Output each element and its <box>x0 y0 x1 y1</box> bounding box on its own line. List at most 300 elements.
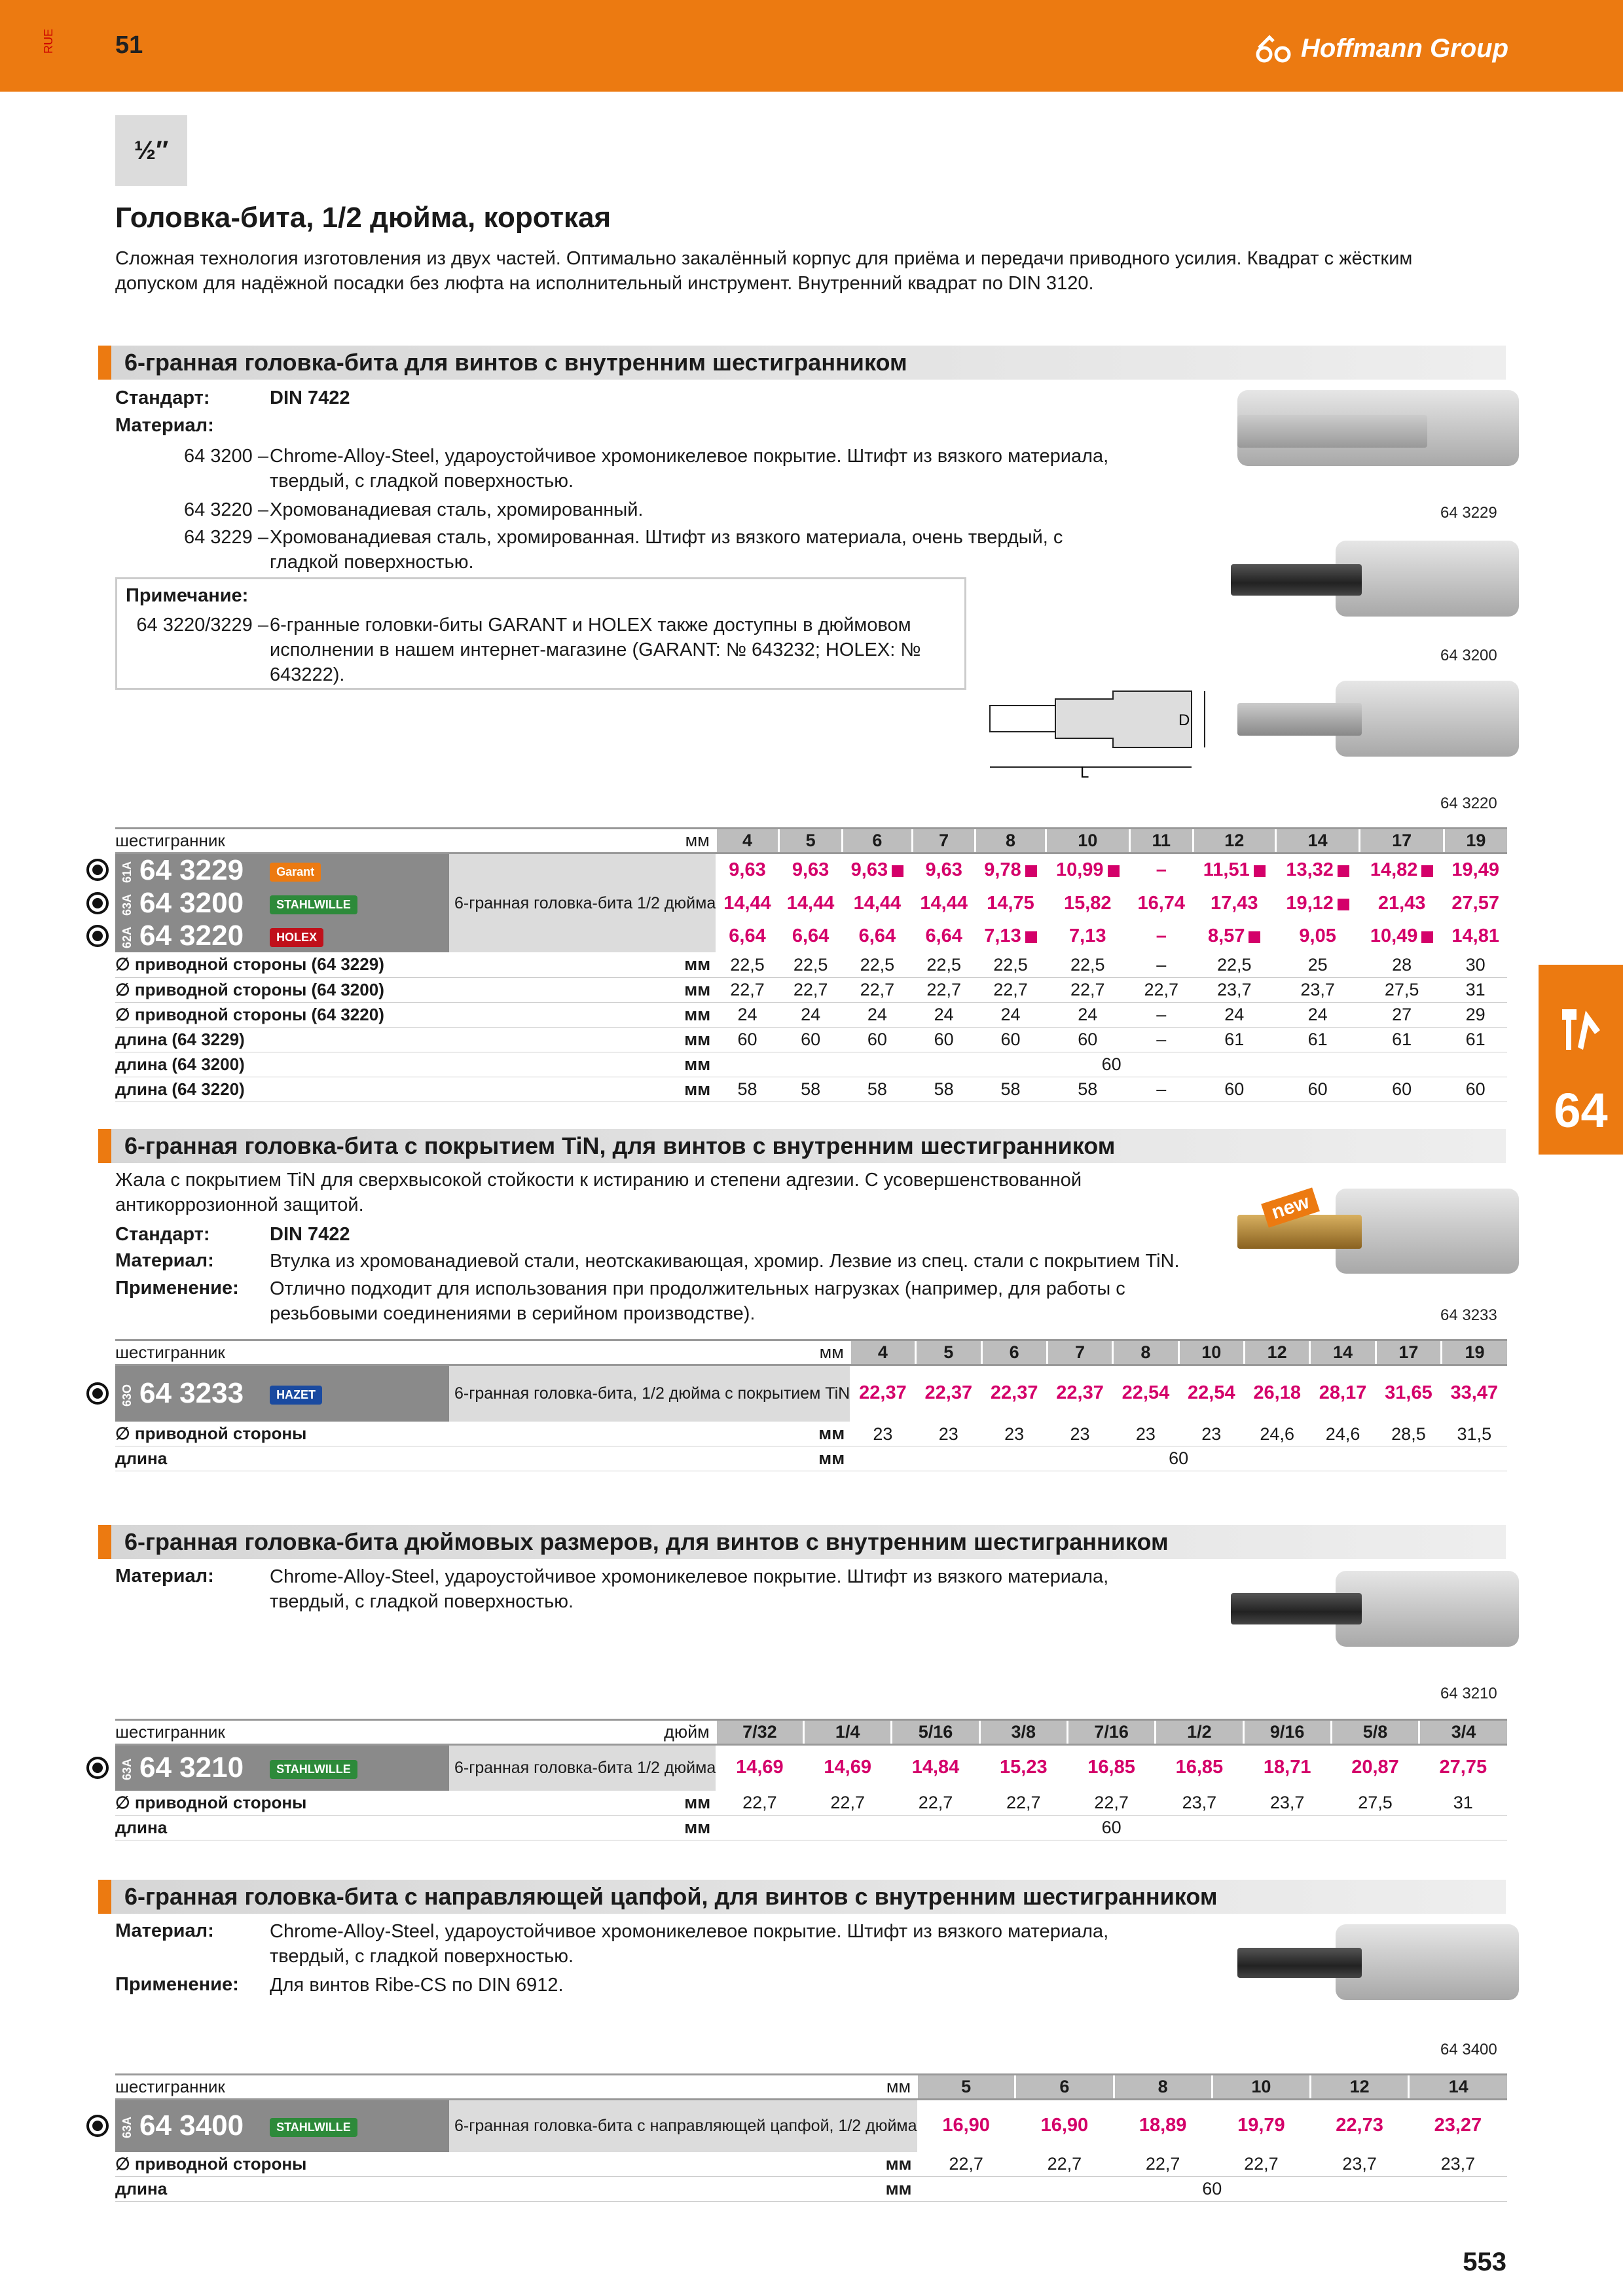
price-cell[interactable]: – <box>1129 853 1193 888</box>
spec-value: 60 <box>716 1816 1507 1840</box>
spec-value: 22,7 <box>1046 977 1129 1002</box>
page-title: Головка-бита, 1/2 дюйма, короткая <box>115 202 611 234</box>
spec-value: 61 <box>1275 1027 1359 1052</box>
header-bar <box>0 0 1623 92</box>
spec-value: 60 <box>850 1446 1507 1471</box>
spec-value: 25 <box>1275 952 1359 977</box>
spec-label: длина (64 3220) <box>115 1077 449 1102</box>
price-table-3 <box>115 1719 1507 1840</box>
product-image-643200 <box>1336 541 1519 617</box>
new-badge: new <box>1261 1187 1320 1228</box>
product-description: 6-гранная головка-бита 1/2 дюйма <box>449 853 716 953</box>
price-cell[interactable]: 9,63 <box>779 853 843 888</box>
product-row <box>115 1365 1507 1422</box>
size-header: 12 <box>1245 1340 1310 1365</box>
standard-label: Стандарт: <box>115 1224 210 1245</box>
size-header: 7/16 <box>1067 1720 1155 1745</box>
price-marker <box>1249 931 1260 943</box>
product-code[interactable] <box>115 2100 449 2152</box>
price-cell[interactable]: – <box>1129 920 1193 952</box>
spec-value: 58 <box>976 1077 1046 1102</box>
note-label: Примечание: <box>126 585 249 606</box>
product-code[interactable] <box>115 920 449 952</box>
spec-unit: мм <box>449 1002 716 1027</box>
price-cell[interactable]: 9,63 <box>716 853 779 888</box>
material-text: Chrome-Alloy-Steel, удароустойчивое хромоникелевое покрытие. Штифт из вязкого материала, твердый, с гладкой поверхностью. <box>270 446 1109 492</box>
spec-label: ∅ приводной стороны (64 3220) <box>115 1002 449 1027</box>
price-cell[interactable]: 22,73 <box>1310 2100 1408 2152</box>
code-text: 64 3233 <box>139 1377 244 1410</box>
price-cell[interactable]: 8,57 <box>1193 920 1275 952</box>
spec-value: 22,7 <box>1067 1791 1155 1816</box>
spec-unit: мм <box>449 2177 917 2202</box>
spec-value: 22,7 <box>1212 2152 1310 2177</box>
size-header: 8 <box>1114 2075 1212 2100</box>
price-cell[interactable]: 14,44 <box>842 887 912 920</box>
price-table-4 <box>115 2073 1507 2202</box>
spec-value: 60 <box>779 1027 843 1052</box>
section-heading-2: 6-гранная головка-бита с покрытием TiN, для винтов с внутренним шестигранником <box>98 1129 1506 1163</box>
spec-value: 23,7 <box>1193 977 1275 1002</box>
spec-value: 60 <box>716 1052 1507 1077</box>
size-header: 5 <box>916 1340 981 1365</box>
size-header: 11 <box>1129 829 1193 853</box>
section-heading-3: 6-гранная головка-бита дюймовых размеров, для винтов с внутренним шестигранником <box>98 1525 1506 1559</box>
spec-value: 22,7 <box>892 1791 979 1816</box>
material-label: Материал: <box>115 1566 214 1587</box>
product-code[interactable] <box>115 1365 449 1422</box>
product-caption: 64 3210 <box>1440 1685 1497 1702</box>
brand-logo: STAHLWILLE <box>270 895 357 914</box>
product-caption: 64 3229 <box>1440 504 1497 522</box>
price-cell[interactable]: 15,82 <box>1046 887 1129 920</box>
price-marker <box>1025 865 1037 877</box>
code-text: 64 3229 <box>139 854 244 886</box>
spec-value: 22,7 <box>912 977 976 1002</box>
size-header: 8 <box>1113 1340 1178 1365</box>
price-cell[interactable]: 18,71 <box>1243 1745 1331 1791</box>
code-text: 64 3400 <box>139 2109 244 2142</box>
price-cell[interactable]: 16,90 <box>1015 2100 1114 2152</box>
size-header: 17 <box>1376 1340 1441 1365</box>
product-caption: 64 3220 <box>1440 795 1497 812</box>
spec-label: ∅ приводной стороны (64 3200) <box>115 977 449 1002</box>
spec-value: 61 <box>1360 1027 1444 1052</box>
price-cell[interactable]: 14,84 <box>892 1745 979 1791</box>
spec-value: 60 <box>1444 1077 1507 1102</box>
spec-value: 60 <box>976 1027 1046 1052</box>
product-description: 6-гранная головка-бита с направляющей цапфой, 1/2 дюйма <box>449 2100 917 2152</box>
spec-value: 27,5 <box>1360 977 1444 1002</box>
application-label: Применение: <box>115 1974 239 1995</box>
spec-value: 22,5 <box>976 952 1046 977</box>
spec-value: 58 <box>1046 1077 1129 1102</box>
size-header: 10 <box>1046 829 1129 853</box>
spec-value: 23,7 <box>1275 977 1359 1002</box>
spec-value: 23,7 <box>1409 2152 1507 2177</box>
price-cell[interactable]: 22,54 <box>1113 1365 1178 1422</box>
hoffmann-logo <box>1254 34 1508 63</box>
size-header: 10 <box>1212 2075 1310 2100</box>
length-label: L <box>1080 764 1089 781</box>
product-code[interactable] <box>115 1745 449 1791</box>
spec-value: 24 <box>716 1002 779 1027</box>
spec-label: длина (64 3200) <box>115 1052 449 1077</box>
price-cell[interactable]: 33,47 <box>1442 1365 1507 1422</box>
price-cell[interactable]: 10,49 <box>1360 920 1444 952</box>
price-cell[interactable]: 14,69 <box>804 1745 892 1791</box>
product-row <box>115 920 1507 952</box>
material-label: Материал: <box>115 1250 214 1271</box>
spec-value: 23,7 <box>1310 2152 1408 2177</box>
size-header: 14 <box>1310 1340 1376 1365</box>
price-cell[interactable]: 16,85 <box>1156 1745 1243 1791</box>
price-cell[interactable]: 19,79 <box>1212 2100 1310 2152</box>
spec-value: 23,7 <box>1243 1791 1331 1816</box>
material-text: Chrome-Alloy-Steel, удароустойчивое хромоникелевое покрытие. Штифт из вязкого материала, твердый, с гладкой поверхностью. <box>270 1921 1109 1967</box>
spec-value: – <box>1129 952 1193 977</box>
product-tag: 61A <box>120 861 134 883</box>
unit: мм <box>449 1340 850 1365</box>
price-cell[interactable]: 10,99 <box>1046 853 1129 888</box>
material-text: Втулка из хромованадиевой стали, неотскакивающая, хромир. Лезвие из спец. стали с покрытием TiN. <box>270 1251 1180 1272</box>
product-image-643229 <box>1237 390 1519 466</box>
spec-label: ∅ приводной стороны <box>115 2152 449 2177</box>
spec-value: 60 <box>842 1027 912 1052</box>
spec-unit: мм <box>449 1791 716 1816</box>
price-cell[interactable]: 14,44 <box>912 887 976 920</box>
chapter-number: 64 <box>1554 1083 1608 1138</box>
size-header: 17 <box>1360 829 1444 853</box>
price-cell[interactable]: 22,54 <box>1178 1365 1244 1422</box>
spec-value: – <box>1129 1077 1193 1102</box>
material-text: Хромованадиевая сталь, хромированный. <box>270 499 644 520</box>
hex-label: шестигранник <box>115 1340 449 1365</box>
spec-value: 58 <box>779 1077 843 1102</box>
product-image-643400 <box>1336 1924 1519 2000</box>
product-row <box>115 887 1507 920</box>
spec-value: 24 <box>912 1002 976 1027</box>
price-marker <box>1338 865 1349 877</box>
size-header: 12 <box>1310 2075 1408 2100</box>
size-header: 6 <box>981 1340 1047 1365</box>
standard-value: DIN 7422 <box>270 1224 350 1245</box>
price-cell[interactable]: 7,13 <box>1046 920 1129 952</box>
page-number: 553 <box>1463 2248 1506 2276</box>
spec-value: 22,7 <box>779 977 843 1002</box>
price-cell[interactable]: 19,12 <box>1275 887 1359 920</box>
wrench-screwdriver-icon <box>1557 1004 1605 1056</box>
size-header: 3/8 <box>979 1720 1067 1745</box>
price-cell[interactable]: 14,75 <box>976 887 1046 920</box>
price-cell[interactable]: 22,37 <box>850 1365 915 1422</box>
spec-label: ∅ приводной стороны <box>115 1422 449 1446</box>
price-table-1 <box>115 827 1507 1102</box>
brand-name: Hoffmann Group <box>1300 34 1508 63</box>
spec-value: 23 <box>850 1422 915 1446</box>
selector-radio[interactable] <box>86 2115 109 2137</box>
product-image-643233 <box>1336 1189 1519 1274</box>
spec-value: 60 <box>716 1027 779 1052</box>
spec-unit: мм <box>449 1077 716 1102</box>
spec-value: 23 <box>916 1422 981 1446</box>
spec-value: 22,5 <box>912 952 976 977</box>
size-header: 19 <box>1444 829 1507 853</box>
product-caption: 64 3233 <box>1440 1306 1497 1324</box>
note-text: 6-гранные головки-биты GARANT и HOLEX также доступны в дюймовом исполнении в нашем интернет-магазине (GARANT: № 643232; HOLEX: № 643222). <box>270 615 921 685</box>
price-cell[interactable]: 17,43 <box>1193 887 1275 920</box>
product-tag: 62A <box>120 926 134 948</box>
chapter-tab[interactable] <box>1539 965 1623 1155</box>
product-tag: 63O <box>120 1384 134 1407</box>
price-marker <box>1108 865 1120 877</box>
spec-value: – <box>1129 1027 1193 1052</box>
section-intro: Жала с покрытием TiN для сверхвысокой стойкости к истиранию и степени адгезии. С усовершенствованной антикоррозионной защитой. <box>115 1170 1082 1215</box>
price-cell[interactable]: 27,57 <box>1444 887 1507 920</box>
hex-label: шестигранник <box>115 1720 449 1745</box>
spec-label: ∅ приводной стороны <box>115 1791 449 1816</box>
price-cell[interactable]: 15,23 <box>979 1745 1067 1791</box>
spec-value: 58 <box>842 1077 912 1102</box>
price-cell[interactable]: 14,82 <box>1360 853 1444 888</box>
price-cell[interactable]: 9,78 <box>976 853 1046 888</box>
price-cell[interactable]: 9,63 <box>842 853 912 888</box>
spec-value: 60 <box>1046 1027 1129 1052</box>
brand-logo: STAHLWILLE <box>270 1760 357 1779</box>
size-header: 12 <box>1193 829 1275 853</box>
price-cell[interactable]: 16,90 <box>917 2100 1015 2152</box>
spec-value: 31,5 <box>1442 1422 1507 1446</box>
spec-value: 24 <box>1275 1002 1359 1027</box>
material-label: Материал: <box>115 1920 214 1941</box>
size-header: 9/16 <box>1243 1720 1331 1745</box>
language-code: RUE <box>42 29 55 54</box>
spec-value: 22,7 <box>1114 2152 1212 2177</box>
size-header: 4 <box>850 1340 915 1365</box>
spec-unit: мм <box>449 1816 716 1840</box>
product-caption: 64 3400 <box>1440 2041 1497 2058</box>
size-header: 5 <box>779 829 843 853</box>
spec-label: длина <box>115 2177 449 2202</box>
spec-value: 23,7 <box>1156 1791 1243 1816</box>
selector-radio[interactable] <box>86 1757 109 1779</box>
product-code[interactable] <box>115 853 449 888</box>
spec-value: 22,5 <box>716 952 779 977</box>
spec-value: 27 <box>1360 1002 1444 1027</box>
size-header: 6 <box>1015 2075 1114 2100</box>
spec-value: 60 <box>917 2177 1507 2202</box>
price-cell[interactable]: 14,44 <box>779 887 843 920</box>
price-cell[interactable]: 14,81 <box>1444 920 1507 952</box>
size-header: 19 <box>1442 1340 1507 1365</box>
price-cell[interactable]: 6,64 <box>912 920 976 952</box>
hex-label: шестигранник <box>115 829 449 853</box>
brand-logo: HOLEX <box>270 928 323 947</box>
spec-unit: мм <box>449 1027 716 1052</box>
spec-value: 61 <box>1444 1027 1507 1052</box>
spec-value: 60 <box>1193 1077 1275 1102</box>
spec-value: 61 <box>1193 1027 1275 1052</box>
spec-unit: мм <box>449 1422 850 1446</box>
spec-value: 31 <box>1419 1791 1507 1816</box>
product-description: 6-гранная головка-бита, 1/2 дюйма с покрытием TiN <box>449 1365 850 1422</box>
application-label: Применение: <box>115 1278 239 1299</box>
spec-unit: мм <box>449 2152 917 2177</box>
application-text: Отлично подходит для использования при продолжительных нагрузках (например, для работы с резьбовыми соединениями в серийном производстве). <box>270 1278 1125 1324</box>
material-code: 64 3220 – <box>183 499 268 520</box>
selector-radio[interactable] <box>86 859 109 881</box>
spec-value: 24,6 <box>1310 1422 1376 1446</box>
spec-value: 22,7 <box>804 1791 892 1816</box>
price-cell[interactable]: 22,37 <box>981 1365 1047 1422</box>
unit: мм <box>449 2075 917 2100</box>
product-tag: 63A <box>120 2117 134 2139</box>
price-cell[interactable]: 6,64 <box>842 920 912 952</box>
spec-value: 23 <box>1047 1422 1112 1446</box>
size-header: 5/8 <box>1331 1720 1419 1745</box>
spec-value: 24 <box>976 1002 1046 1027</box>
price-cell[interactable]: 28,17 <box>1310 1365 1376 1422</box>
spec-value: 22,7 <box>917 2152 1015 2177</box>
spec-label: ∅ приводной стороны (64 3229) <box>115 952 449 977</box>
size-header: 7 <box>1047 1340 1112 1365</box>
selector-radio[interactable] <box>86 925 109 947</box>
spec-value: 28 <box>1360 952 1444 977</box>
price-cell[interactable]: 14,44 <box>716 887 779 920</box>
price-cell[interactable]: 18,89 <box>1114 2100 1212 2152</box>
size-header: 10 <box>1178 1340 1244 1365</box>
brand-logo: STAHLWILLE <box>270 2118 357 2137</box>
section-heading-4: 6-гранная головка-бита с направляющей цапфой, для винтов с внутренним шестигранником <box>98 1880 1506 1914</box>
price-cell[interactable]: 23,27 <box>1409 2100 1507 2152</box>
material-text: Хромованадиевая сталь, хромированная. Штифт из вязкого материала, очень твердый, с гладкой поверхностью. <box>270 527 1063 573</box>
spec-unit: мм <box>449 952 716 977</box>
spec-value: 60 <box>912 1027 976 1052</box>
price-cell[interactable]: 11,51 <box>1193 853 1275 888</box>
size-header: 1/2 <box>1156 1720 1243 1745</box>
note-code: 64 3220/3229 – <box>136 615 268 636</box>
unit: мм <box>449 829 716 853</box>
price-cell[interactable]: 13,32 <box>1275 853 1359 888</box>
price-cell[interactable]: 27,75 <box>1419 1745 1507 1791</box>
spec-value: 23 <box>981 1422 1047 1446</box>
product-code[interactable] <box>115 887 449 920</box>
standard-label: Стандарт: <box>115 387 210 408</box>
price-marker <box>1421 931 1433 943</box>
size-header: 14 <box>1275 829 1359 853</box>
spec-value: 24 <box>842 1002 912 1027</box>
spec-value: 22,7 <box>842 977 912 1002</box>
product-description: 6-гранная головка-бита 1/2 дюйма <box>449 1745 716 1791</box>
spec-value: 23 <box>1178 1422 1244 1446</box>
spec-value: 22,5 <box>842 952 912 977</box>
product-tag: 63A <box>120 893 134 916</box>
size-badge: ½″ <box>115 115 187 186</box>
size-header: 1/4 <box>804 1720 892 1745</box>
spec-value: 22,7 <box>716 1791 803 1816</box>
product-row <box>115 853 1507 888</box>
spec-value: 22,5 <box>1046 952 1129 977</box>
price-cell[interactable]: 14,69 <box>716 1745 803 1791</box>
price-cell[interactable]: 26,18 <box>1245 1365 1310 1422</box>
size-header: 8 <box>976 829 1046 853</box>
spec-value: 58 <box>912 1077 976 1102</box>
spec-value: – <box>1129 1002 1193 1027</box>
spec-value: 24 <box>779 1002 843 1027</box>
material-label: Материал: <box>115 415 214 436</box>
spec-value: 27,5 <box>1331 1791 1419 1816</box>
code-text: 64 3200 <box>139 887 244 919</box>
product-caption: 64 3200 <box>1440 647 1497 664</box>
price-cell[interactable]: 7,13 <box>976 920 1046 952</box>
section-heading-1: 6-гранная головка-бита для винтов с внутренним шестигранником <box>98 346 1506 380</box>
size-header: 4 <box>716 829 779 853</box>
application-text: Для винтов Ribe-CS по DIN 6912. <box>270 1975 564 1996</box>
intro-text: Сложная технология изготовления из двух частей. Оптимально закалённый корпус для приёма и передачи приводного усилия. Квадрат с жёстким допуском для надёжной посадки без люфта на исполнительный инструмент. Внутренний квадрат по DIN 3120. <box>115 248 1413 294</box>
price-cell[interactable]: 31,65 <box>1376 1365 1441 1422</box>
spec-label: длина <box>115 1446 449 1471</box>
hex-label: шестигранник <box>115 2075 449 2100</box>
spec-value: 22,5 <box>1193 952 1275 977</box>
price-marker <box>892 865 903 877</box>
brand-logo: HAZET <box>270 1386 322 1405</box>
size-header: 6 <box>842 829 912 853</box>
spec-unit: мм <box>449 1446 850 1471</box>
unit: дюйм <box>449 1720 716 1745</box>
spec-value: 60 <box>1275 1077 1359 1102</box>
dimension-diagram <box>982 687 1211 792</box>
price-cell[interactable]: 19,49 <box>1444 853 1507 888</box>
product-tag: 63A <box>120 1759 134 1781</box>
spec-value: 22,7 <box>979 1791 1067 1816</box>
price-marker <box>1254 865 1266 877</box>
price-cell[interactable]: 9,63 <box>912 853 976 888</box>
product-row <box>115 2100 1507 2152</box>
spec-value: 24,6 <box>1245 1422 1310 1446</box>
spec-value: 22,7 <box>1015 2152 1114 2177</box>
price-cell[interactable]: 9,05 <box>1275 920 1359 952</box>
spec-value: 24 <box>1193 1002 1275 1027</box>
selector-radio[interactable] <box>86 892 109 914</box>
spec-value: 22,5 <box>779 952 843 977</box>
spec-value: 29 <box>1444 1002 1507 1027</box>
size-header: 5 <box>917 2075 1015 2100</box>
material-code: 64 3200 – <box>183 446 268 467</box>
spec-value: 22,7 <box>976 977 1046 1002</box>
spec-value: 23 <box>1113 1422 1178 1446</box>
product-image-643210 <box>1336 1571 1519 1647</box>
price-marker <box>1421 865 1433 877</box>
price-cell[interactable]: 20,87 <box>1331 1745 1419 1791</box>
price-cell[interactable]: 6,64 <box>716 920 779 952</box>
size-header: 3/4 <box>1419 1720 1507 1745</box>
price-marker <box>1338 899 1349 910</box>
price-cell[interactable]: 22,37 <box>1047 1365 1112 1422</box>
spec-value: 28,5 <box>1376 1422 1441 1446</box>
code-text: 64 3210 <box>139 1751 244 1784</box>
price-marker <box>1025 931 1037 943</box>
price-cell[interactable]: 16,85 <box>1067 1745 1155 1791</box>
diameter-label: D <box>1178 711 1190 729</box>
price-cell[interactable]: 16,74 <box>1129 887 1193 920</box>
hoffmann-logo-icon <box>1254 35 1296 63</box>
price-cell[interactable]: 6,64 <box>779 920 843 952</box>
price-cell[interactable]: 21,43 <box>1360 887 1444 920</box>
selector-radio[interactable] <box>86 1382 109 1405</box>
spec-unit: мм <box>449 977 716 1002</box>
price-cell[interactable]: 22,37 <box>916 1365 981 1422</box>
product-image-643220 <box>1336 681 1519 757</box>
